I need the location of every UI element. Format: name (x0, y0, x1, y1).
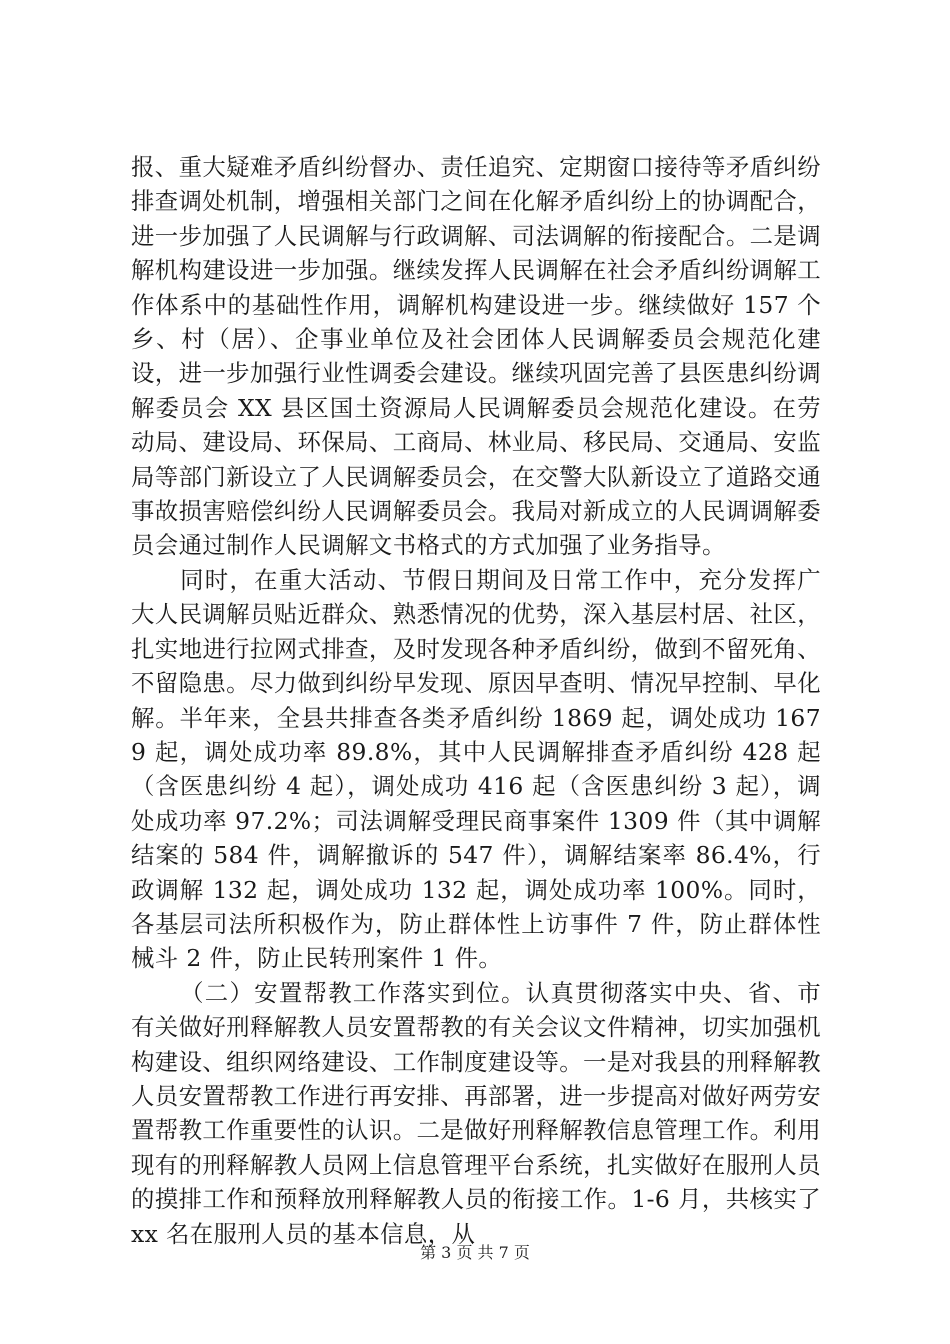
document-body (131, 150, 821, 1251)
paragraph-1: 报、重大疑难矛盾纠纷督办、责任追究、定期窗口接待等矛盾纠纷排查调处机制，增强相关部门之间在化解矛盾纠纷上的协调配合，进一步加强了人民调解与行政调解、司法调解的衔接配合。二是调解机构建设进一步加强。继续发挥人民调解在社会矛盾纠纷调解工作体系中的基础性作用，调解机构建设进一步。继续做好 157 个乡、村（居）、企事业单位及社会团体人民调解委员会规范化建设，进一步加强行业性调委会建设。继续巩固完善了县医患纠纷调解委员会 XX 县区国土资源局人民调解委员会规范化建设。在劳动局、建设局、环保局、工商局、林业局、移民局、交通局、安监局等部门新设立了人民调解委员会，在交警大队新设立了道路交通事故损害赔偿纠纷人民调解委员会。我局对新成立的人民调调解委员会通过制作人民调解文书格式的方式加强了业务指导。 (131, 153, 821, 560)
paragraph-2: 同时，在重大活动、节假日期间及日常工作中，充分发挥广大人民调解员贴近群众、熟悉情况的优势，深入基层村居、社区，扎实地进行拉网式排查，及时发现各种矛盾纠纷，做到不留死角、不留隐患。尽力做到纠纷早发现、原因早查明、情况早控制、早化解。半年来，全县共排查各类矛盾纠纷 1869 起，调处成功 1679 起，调处成功率 89.8%，其中人民调解排查矛盾纠纷 428 起（含医患纠纷 4 起），调处成功 416 起（含医患纠纷 3 起），调处成功率 97.2%；司法调解受理民商事案件 1309 件（其中调解结案的 584 件，调解撤诉的 547 件），调解结案率 86.4%，行政调解 132 起，调处成功 132 起，调处成功率 100%。同时，各基层司法所积极作为，防止群体性上访事件 7 件，防止群体性械斗 2 件，防止民转刑案件 1 件。 (131, 565, 821, 973)
paragraph-3: （二）安置帮教工作落实到位。认真贯彻落实中央、省、市有关做好刑释解教人员安置帮教的有关会议文件精神，切实加强机构建设、组织网络建设、工作制度建设等。一是对我县的刑释解教人员安置帮教工作进行再安排、再部署，进一步提高对做好两劳安置帮教工作重要性的认识。二是做好刑释解教信息管理工作。利用现有的刑释解教人员网上信息管理平台系统，扎实做好在服刑人员的摸排工作和预释放刑释解教人员的衔接工作。1-6 月，共核实了 xx 名在服刑人员的基本信息，从 (131, 978, 821, 1248)
page-number-label: 第 3 页 共 7 页 (420, 1243, 530, 1262)
page-footer (0, 1240, 950, 1263)
